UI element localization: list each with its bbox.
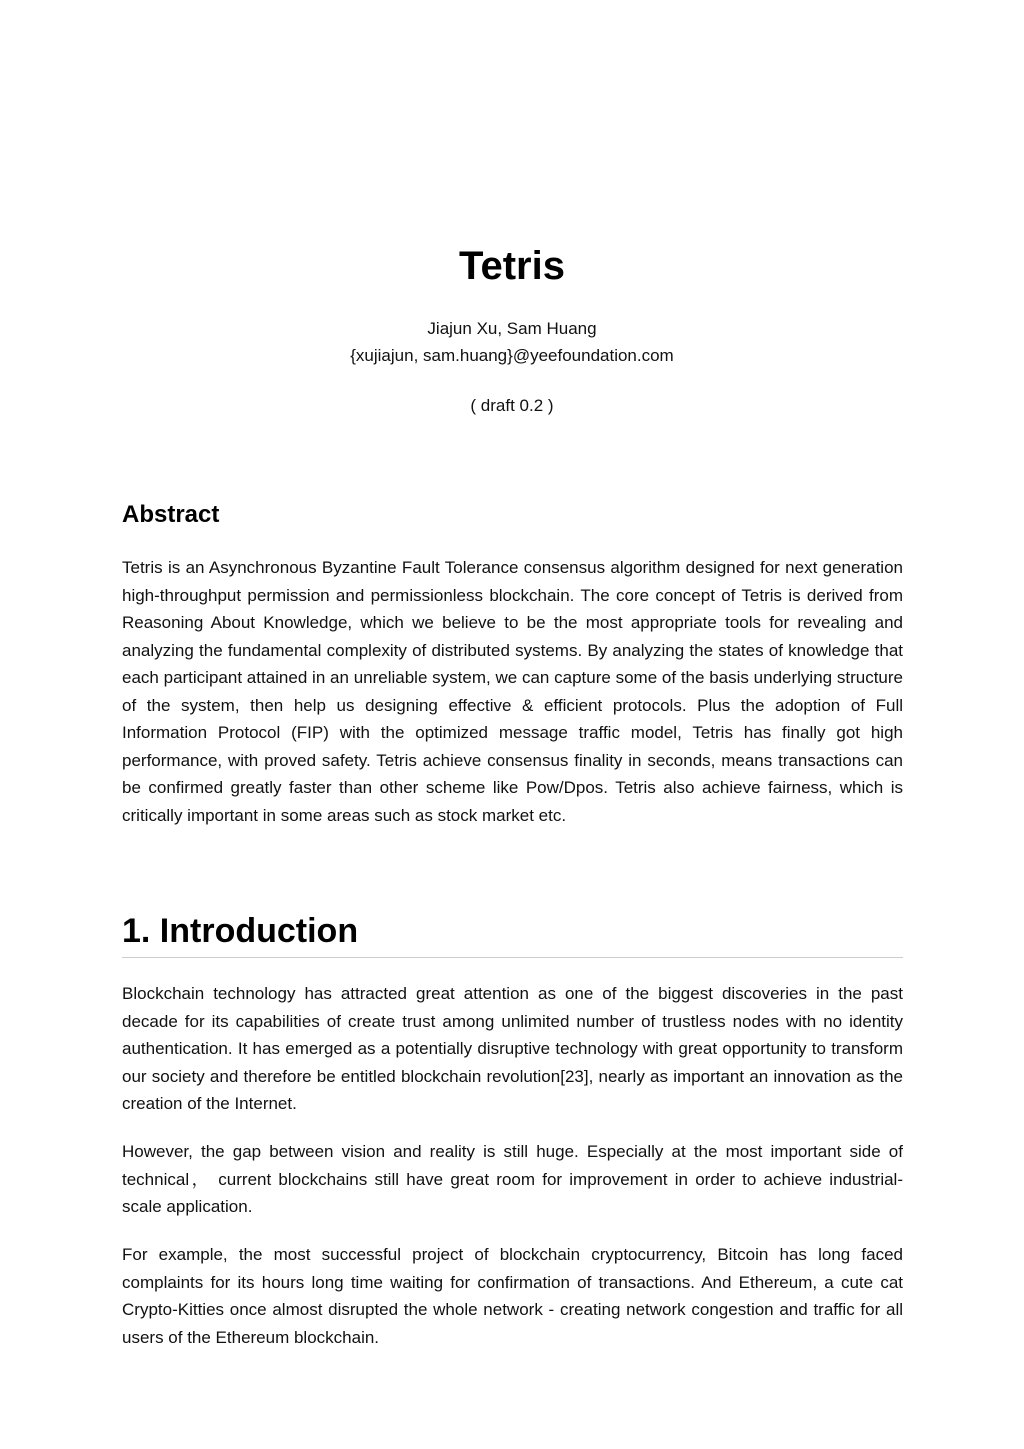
draft-version: ( draft 0.2 ) <box>470 396 554 415</box>
introduction-paragraph-2: However, the gap between vision and reality is still huge. Especially at the most important side of technical， current blockchains still have great room for improvement in order to achieve industrial-scale application. <box>122 1142 903 1216</box>
abstract-paragraph: Tetris is an Asynchronous Byzantine Fault Tolerance consensus algorithm designed for next generation high-throughput permission and permissionless blockchain. The core concept of Tetris is derived from Reasoning About Knowledge, which we believe to be the most appropriate tools for revealing and analyzing the fundamental complexity of distributed systems. By analyzing the states of knowledge that each participant attained in an unreliable system, we can capture some of the basis underlying structure of the system, then help us designing effective & efficient protocols. Plus the adoption of Full Information Protocol (FIP) with the optimized message traffic model, Tetris has finally got high performance, with proved safety. Tetris achieve consensus finality in seconds, means transactions can be confirmed greatly faster than other scheme like Pow/Dpos. Tetris also achieve fairness, which is critically important in some areas such as stock market etc. <box>122 558 903 825</box>
paper-title: Tetris <box>459 244 565 288</box>
introduction-heading: 1. Introduction <box>122 910 903 958</box>
abstract-heading: Abstract <box>122 501 220 528</box>
introduction-paragraph-3: For example, the most successful project of blockchain cryptocurrency, Bitcoin has long faced complaints for its hours long time waiting for confirmation of transactions. And Ethereum, a cute cat Crypto-Kitties once almost disrupted the whole network - creating network congestion and traffic for all users of the Ethereum blockchain. <box>122 1245 903 1347</box>
paper-email: {xujiajun, sam.huang}@yeefoundation.com <box>350 346 674 365</box>
introduction-paragraph-1: Blockchain technology has attracted great attention as one of the biggest discoveries in the past decade for its capabilities of create trust among unlimited number of trustless nodes with no identity authentication. It has emerged as a potentially disruptive technology with great opportunity to transform our society and therefore be entitled blockchain revolution[23], nearly as important an innovation as the creation of the Internet. <box>122 984 903 1113</box>
paper-authors: Jiajun Xu, Sam Huang <box>427 319 597 338</box>
